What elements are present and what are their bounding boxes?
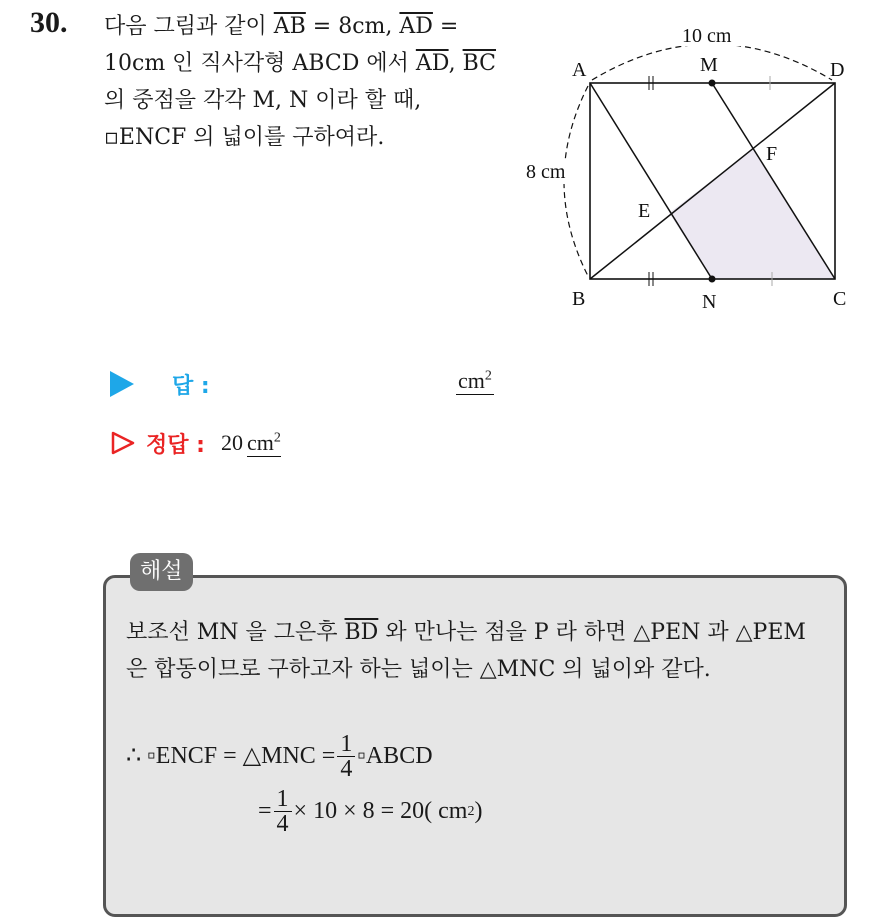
question-text xyxy=(104,8,504,156)
rectangle-figure xyxy=(520,14,860,324)
question-text-part: 다음 그림과 같이 xyxy=(104,14,274,39)
outline-play-icon xyxy=(110,430,136,456)
correct-label: 정답 : xyxy=(146,432,205,458)
question-number: 30. xyxy=(30,6,68,39)
label-a: A xyxy=(572,59,587,81)
label-e: E xyxy=(638,200,651,222)
segment-ab: $\overline{AB}$ xyxy=(273,14,306,39)
point-n xyxy=(709,276,716,283)
dim-top-label: 10 cm xyxy=(682,25,732,47)
fraction-one-quarter: $\frac{1}{4}$ xyxy=(274,787,292,836)
question-text-part: = 10cm 인 직사각형 ABCD 에서 xyxy=(104,14,459,76)
answer-row xyxy=(110,366,492,402)
segment-an xyxy=(590,83,712,279)
question-text-part: , xyxy=(448,51,463,76)
segment-bd: $\overline{BD}$ xyxy=(344,620,379,645)
explanation-paragraph: 보조선 MN 을 그은후 $\overline{BD}$ 와 만나는 점을 P 라 하면 △PEN 과 △PEM 은 합동이므로 구하고자 하는 넓이는 △MNC 의 넓이와 같다. xyxy=(126,620,806,682)
formula-line-1: ∴ ▫ENCF = △MNC = $\frac{1}{4}$ ▫ABCD xyxy=(126,731,433,782)
label-n: N xyxy=(702,291,717,313)
answer-label: 답 : xyxy=(172,373,210,399)
explanation-text xyxy=(126,614,826,836)
correct-unit: $cm^2$ xyxy=(246,429,281,455)
fraction-one-quarter: $\frac{1}{4}$ xyxy=(337,732,355,781)
dim-left-label: 8 cm xyxy=(526,161,566,183)
answer-unit: $cm^2$ xyxy=(458,368,492,393)
play-icon xyxy=(110,371,134,397)
shaded-region-encf xyxy=(669,149,835,279)
segment-ad: $\overline{AD}$ xyxy=(415,51,449,76)
label-f: F xyxy=(766,143,778,165)
correct-value: 20 xyxy=(220,430,243,455)
segment-bc: $\overline{BC}$ xyxy=(462,51,497,76)
label-m: M xyxy=(700,54,718,76)
question-text-part: = 8cm, xyxy=(305,14,400,39)
label-b: B xyxy=(572,288,586,310)
correct-answer-row xyxy=(110,424,281,462)
formula-line-2: = $\frac{1}{4}$ × 10 × 8 = 20( cm 2 ) xyxy=(258,786,483,837)
explanation-tag: 해설 xyxy=(130,553,193,591)
segment-ad: $\overline{AD}$ xyxy=(399,14,433,39)
label-c: C xyxy=(833,288,847,310)
label-d: D xyxy=(830,59,845,81)
question-text-part: 의 중점을 각각 M, N 이라 할 때, ▫ENCF 의 넓이를 구하여라. xyxy=(104,88,422,150)
point-m xyxy=(709,80,716,87)
